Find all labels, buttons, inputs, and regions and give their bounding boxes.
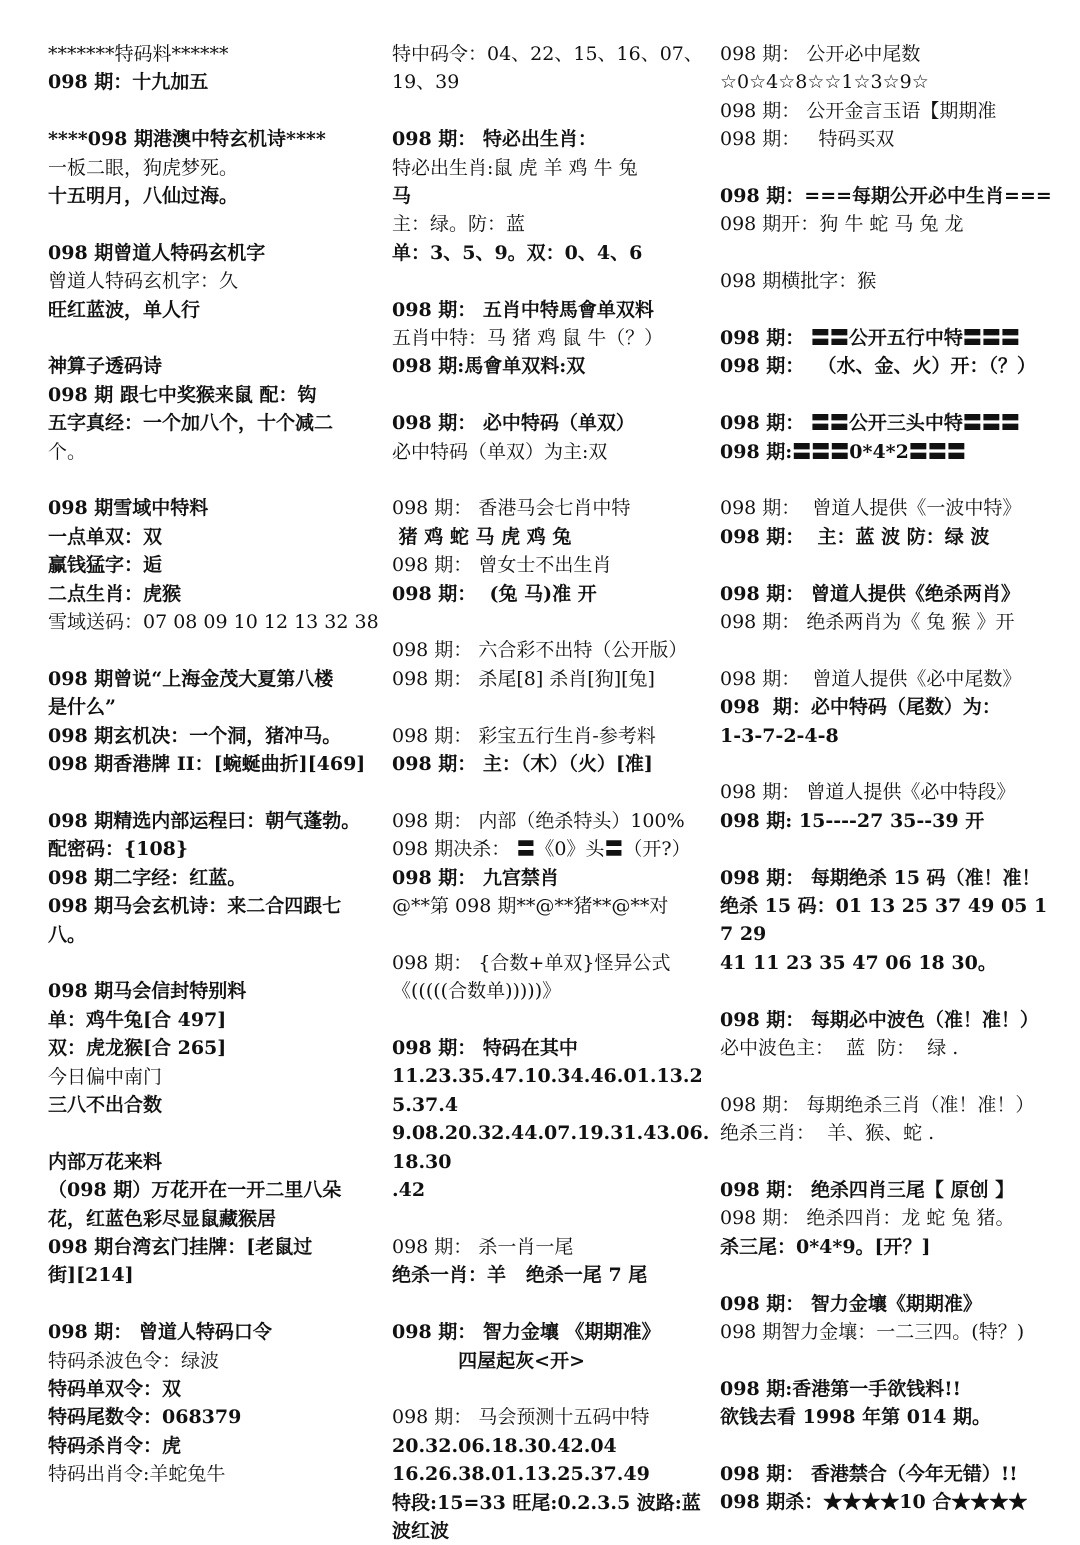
- text-line: 五肖中特：马 猪 鸡 鼠 牛（？）: [392, 327, 664, 350]
- text-line: 神算子透码诗: [48, 355, 163, 378]
- text-line: @**第 098 期**@**猪**@**对: [392, 895, 669, 918]
- text-line: 特码单双令：双: [48, 1377, 182, 1400]
- text-line: 098 期曾道人特码玄机字: [48, 241, 266, 264]
- text-line: 特码杀肖令：虎: [48, 1434, 182, 1457]
- text-line: 特码尾数令：068379: [48, 1406, 242, 1429]
- text-line: （098 期）万花开在一开二里八朵: [48, 1179, 342, 1202]
- spacer-line: [392, 1006, 712, 1034]
- text-line: 绝杀一肖：羊 绝杀一尾 7 尾: [392, 1264, 648, 1287]
- spacer-line: [720, 1062, 1052, 1090]
- text-line: 19、39: [392, 71, 460, 94]
- text-line: 098 期： 杀一肖一尾: [392, 1235, 574, 1258]
- spacer-line: [392, 267, 712, 295]
- text-line: 098 期二字经：红蓝。: [48, 866, 247, 889]
- text-line: 098 期： 内部（绝杀特头）100%: [392, 809, 685, 832]
- text-line: 098 期： 绝杀两肖为《 兔 猴 》开: [720, 611, 1015, 634]
- spacer-line: [48, 1119, 380, 1147]
- text-line: 098 期： 曾道人提供《必中特段》: [720, 781, 1016, 804]
- spacer-line: [48, 97, 380, 125]
- text-line: 098 期： 必中特码（单双）: [392, 412, 635, 435]
- text-line: 098 期： 智力金壤《期期准》: [720, 1292, 982, 1315]
- spacer-line: [720, 551, 1052, 579]
- text-line: 098 期决杀： 〓《0》头〓（开?）: [392, 838, 691, 861]
- text-line: 098 期： 曾女士不出生肖: [392, 554, 612, 577]
- spacer-line: [392, 920, 712, 948]
- text-line: 主：绿。防：蓝: [392, 213, 526, 236]
- text-line: 098 期： 公开金言玉语【期期准: [720, 99, 997, 122]
- spacer-line: [720, 239, 1052, 267]
- spacer-line: [720, 1346, 1052, 1374]
- spacer-line: [720, 835, 1052, 863]
- spacer-line: [392, 778, 712, 806]
- spacer-line: [720, 750, 1052, 778]
- text-line: 单：鸡牛兔[合 497]: [48, 1008, 227, 1031]
- spacer-line: [720, 1261, 1052, 1289]
- text-line: 098 期香港牌 II：[蜿蜒曲折][469]: [48, 753, 366, 776]
- text-line: 098 期： 特码在其中: [392, 1037, 578, 1060]
- spacer-line: [392, 466, 712, 494]
- text-line: 098 期： 六合彩不出特（公开版）: [392, 639, 688, 662]
- text-line: 一点单双：双: [48, 525, 163, 548]
- spacer-line: [392, 97, 712, 125]
- spacer-line: [392, 381, 712, 409]
- text-line: 098 期： 九宫禁肖: [392, 866, 559, 889]
- text-line: 四屋起灰<开>: [392, 1349, 585, 1372]
- text-line: ****098 期港澳中特玄机诗****: [48, 128, 326, 151]
- text-line: 098 期： 公开必中尾数: [720, 43, 921, 65]
- text-line: 098 期： 每期绝杀 15 码（准！准！: [720, 866, 1041, 889]
- spacer-line: [392, 1375, 712, 1403]
- text-line: 马: [392, 185, 412, 208]
- text-line: 花，红蓝色彩尽显鼠藏猴居: [48, 1207, 277, 1230]
- text-line: 今日偏中南门: [48, 1065, 163, 1088]
- spacer-line: [392, 1205, 712, 1233]
- text-line: 特中码令：04、22、15、16、07、: [392, 43, 703, 65]
- text-line: 098 期 跟七中奖猴来鼠 配：钩: [48, 383, 317, 406]
- text-line: 五字真经：一个加八个，十个减二: [48, 412, 334, 435]
- text-line: 十五明月，八仙过海。: [48, 185, 239, 208]
- text-line: 098 期：必中特码（尾数）为：: [720, 696, 1001, 719]
- text-line: .42: [392, 1179, 426, 1202]
- text-line: 098 期： 马会预测十五码中特: [392, 1406, 650, 1429]
- text-line: 特段:15=33 旺尾:0.2.3.5 波路:蓝: [392, 1491, 701, 1514]
- text-line: 双：虎龙猴[合 265]: [48, 1037, 227, 1060]
- text-line: 一板二眼，狗虎梦死。: [48, 156, 239, 179]
- text-line: 16.26.38.01.13.25.37.49: [392, 1463, 650, 1486]
- text-line: 098 期开：狗 牛 蛇 马 兔 龙: [720, 213, 964, 236]
- spacer-line: [720, 1432, 1052, 1460]
- text-line: 098 期马会信封特别料: [48, 980, 247, 1003]
- text-line: 单：3、5、9。双：0、4、6: [392, 241, 643, 264]
- text-line: 098 期： 曾道人提供《绝杀两肖》: [720, 582, 1020, 605]
- spacer-line: [720, 466, 1052, 494]
- spacer-line: [48, 636, 380, 664]
- text-line: 11.23.35.47.10.34.46.01.13.25.37.4: [392, 1065, 703, 1116]
- text-line: 1-3-7-2-4-8: [720, 724, 839, 747]
- column-right: [720, 40, 1052, 1517]
- text-line: 098 期台湾玄门挂牌：[老鼠过: [48, 1235, 313, 1258]
- text-line: 《(((((合数单)))))》: [392, 980, 562, 1003]
- text-line: 098 期：===每期公开必中生肖===: [720, 185, 1052, 208]
- text-line: 098 期玄机决：一个洞，猪冲马。: [48, 724, 342, 747]
- text-line: 41 11 23 35 47 06 18 30。: [720, 951, 997, 974]
- text-line: 098 期： 〓〓公开三头中特〓〓〓: [720, 412, 1020, 435]
- text-line: 特码出肖令:羊蛇兔牛: [48, 1463, 226, 1486]
- text-line: ☆0☆4☆8☆☆1☆3☆9☆: [720, 71, 929, 94]
- spacer-line: [48, 466, 380, 494]
- text-line: 绝杀 15 码：01 13 25 37 49 05 17 29: [720, 895, 1048, 946]
- text-line: 098 期： 五肖中特馬會单双料: [392, 298, 654, 321]
- spacer-line: [720, 636, 1052, 664]
- text-line: 特码杀波色令：绿波: [48, 1349, 220, 1372]
- text-line: 098 期： 彩宝五行生肖-参考料: [392, 724, 656, 747]
- text-line: 098 期： 特码买双: [720, 128, 895, 151]
- text-line: 098 期智力金壤：一二三四。(特？): [720, 1321, 1025, 1344]
- text-line: 098 期： 每期必中波色（准！准！）: [720, 1008, 1039, 1031]
- text-line: 雪域送码：07 08 09 10 12 13 32 38: [48, 611, 379, 634]
- spacer-line: [48, 210, 380, 238]
- text-line: 098 期马会玄机诗：来二合四跟七: [48, 895, 342, 918]
- text-line: 街][214]: [48, 1264, 134, 1287]
- text-line: 098 期曾说“上海金茂大夏第八楼: [48, 667, 334, 690]
- text-line: 098 期雪域中特料: [48, 497, 209, 520]
- text-line: 欲钱去看 1998 年第 014 期。: [720, 1406, 992, 1429]
- text-line: 9.08.20.32.44.07.19.31.43.06.18.30: [392, 1122, 710, 1173]
- text-line: 098 期： 香港马会七肖中特: [392, 497, 631, 520]
- column-left: [48, 40, 380, 1489]
- text-line: 内部万花来料: [48, 1150, 163, 1173]
- text-line: 曾道人特码玄机字：久: [48, 270, 239, 293]
- text-line: 098 期精选内部运程曰：朝气蓬勃。: [48, 809, 361, 832]
- text-line: 098 期： 特必出生肖：: [392, 128, 597, 151]
- text-line: 098 期： 〓〓公开五行中特〓〓〓: [720, 327, 1020, 350]
- spacer-line: [392, 608, 712, 636]
- text-line: 098 期横批字：猴: [720, 270, 877, 293]
- text-line: 三八不出合数: [48, 1093, 163, 1116]
- text-line: 098 期:香港第一手欲钱料!!: [720, 1377, 961, 1400]
- text-line: 098 期： 杀尾[8] 杀肖[狗][兔]: [392, 667, 655, 690]
- text-line: 绝杀三肖： 羊、猴、蛇 .: [720, 1122, 935, 1145]
- text-line: 猪 鸡 蛇 马 虎 鸡 兔: [392, 525, 572, 548]
- text-line: 098 期： （水、金、火）开：（？）: [720, 355, 1037, 378]
- text-line: 赢钱猛字：逅: [48, 554, 163, 577]
- text-line: 098 期： 曾道人提供《必中尾数》: [720, 667, 1022, 690]
- text-line: 098 期： 主：蓝 波 防：绿 波: [720, 525, 990, 548]
- spacer-line: [720, 296, 1052, 324]
- text-line: 098 期：十九加五: [48, 71, 209, 94]
- text-line: 098 期杀：★★★★10 合★★★★: [720, 1491, 1028, 1514]
- spacer-line: [48, 949, 380, 977]
- text-line: 二点生肖：虎猴: [48, 582, 182, 605]
- text-line: 个。: [48, 440, 87, 463]
- spacer-line: [720, 977, 1052, 1005]
- spacer-line: [720, 381, 1052, 409]
- text-line: 20.32.06.18.30.42.04: [392, 1434, 617, 1457]
- text-line: 杀三尾：0*4*9。[开？]: [720, 1235, 931, 1258]
- text-line: 旺红蓝波，单人行: [48, 298, 201, 321]
- text-line: 098 期:〓〓〓0*4*2〓〓〓: [720, 440, 966, 463]
- spacer-line: [392, 693, 712, 721]
- spacer-line: [48, 324, 380, 352]
- text-line: 098 期： 智力金壤 《期期准》: [392, 1321, 661, 1344]
- text-line: 098 期： 香港禁合（今年无错）!!: [720, 1463, 1018, 1486]
- text-line: 098 期:馬會单双料:双: [392, 355, 586, 378]
- text-line: 098 期： 每期绝杀三肖（准！准！）: [720, 1093, 1035, 1116]
- text-line: 098 期： 曾道人特码口令: [48, 1321, 272, 1344]
- text-line: 098 期： (兔 马)准 开: [392, 582, 597, 605]
- spacer-line: [48, 778, 380, 806]
- spacer-line: [48, 1290, 380, 1318]
- text-line: 特必出生肖:鼠 虎 羊 鸡 牛 兔: [392, 156, 638, 179]
- text-line: 是什么”: [48, 696, 116, 719]
- spacer-line: [720, 1148, 1052, 1176]
- text-line: 098 期： 绝杀四肖：龙 蛇 兔 猪。: [720, 1207, 1015, 1230]
- text-line: 098 期： 主：（木）（火）[准]: [392, 753, 653, 776]
- spacer-line: [720, 154, 1052, 182]
- text-line: *******特码料******: [48, 43, 229, 65]
- text-line: 098 期: 15----27 35--39 开: [720, 809, 985, 832]
- text-line: 配密码：{108}: [48, 838, 189, 861]
- text-line: 必中波色主： 蓝 防： 绿 .: [720, 1037, 959, 1060]
- text-line: 098 期： 曾道人提供《一波中特》: [720, 497, 1022, 520]
- text-line: 098 期： {合数+单双}怪异公式: [392, 951, 671, 974]
- text-line: 必中特码（单双）为主:双: [392, 440, 608, 463]
- text-line: 波红波: [392, 1519, 450, 1542]
- text-line: 八。: [48, 923, 87, 946]
- spacer-line: [392, 1290, 712, 1318]
- text-line: 098 期： 绝杀四肖三尾【 原创 】: [720, 1179, 1015, 1202]
- column-middle: [392, 40, 712, 1545]
